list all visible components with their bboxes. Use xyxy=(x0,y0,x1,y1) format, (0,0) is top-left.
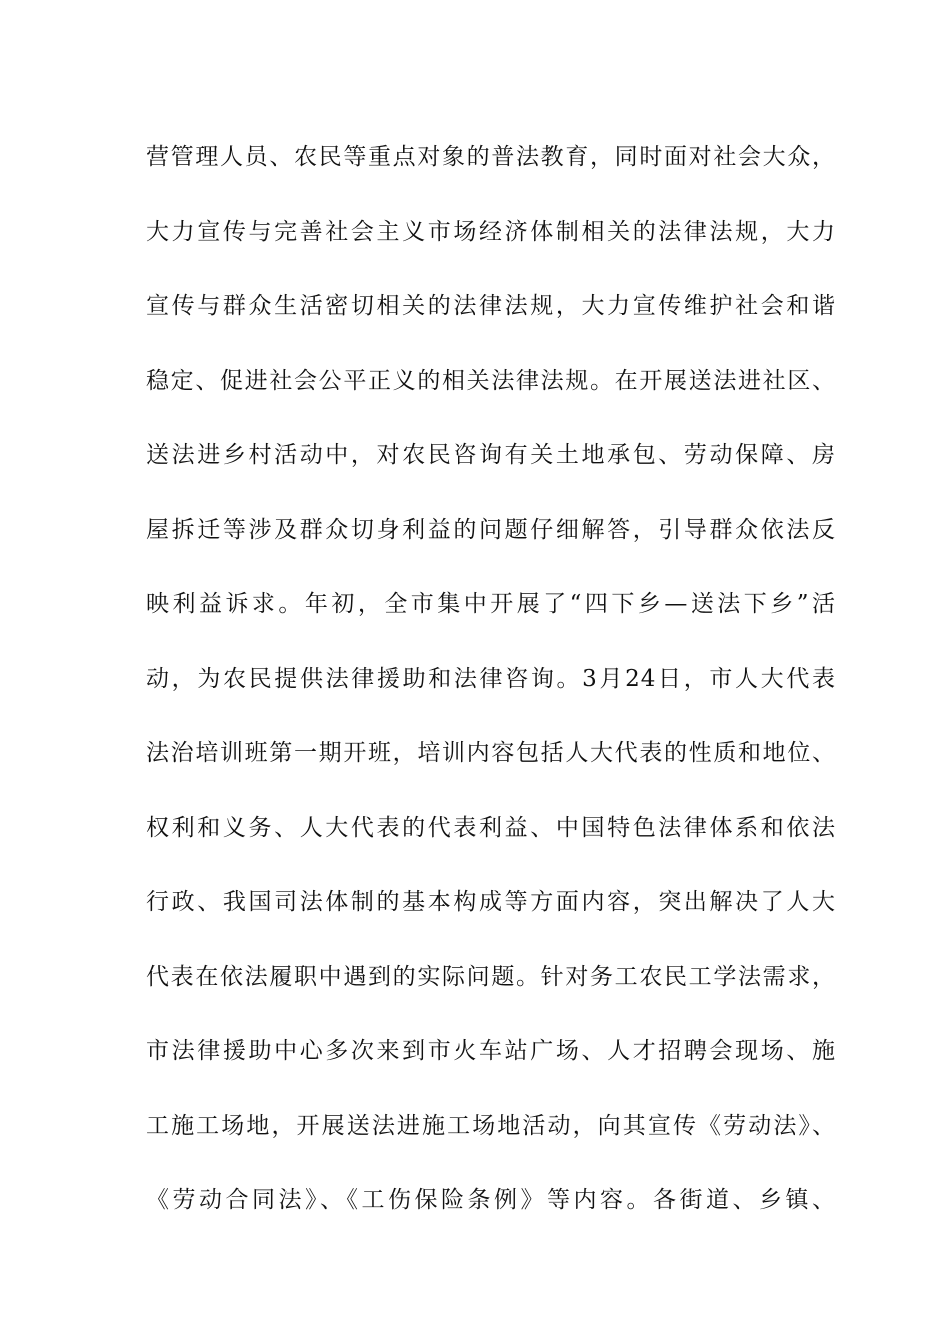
text-line: 法治培训班第一期开班，培训内容包括人大代表的性质和地位、 xyxy=(146,740,836,766)
text-line: 权利和义务、人大代表的代表利益、中国特色法律体系和依法 xyxy=(146,814,836,841)
text-line: 行政、我国司法体制的基本构成等方面内容，突出解决了人大 xyxy=(146,889,836,915)
text-line: 稳定、促进社会公平正义的相关法律法规。在开展送法进社区、 xyxy=(146,367,836,394)
text-line: 代表在依法履职中遇到的实际问题。针对务工农民工学法需求， xyxy=(146,963,836,990)
text-line: 宣传与群众生活密切相关的法律法规，大力宣传维护社会和谐 xyxy=(146,293,836,319)
text-line: 送法进乡村活动中，对农民咨询有关土地承包、劳动保障、房 xyxy=(146,442,836,468)
text-line: 工施工场地，开展送法进施工场地活动，向其宣传《劳动法》、 xyxy=(146,1112,836,1139)
text-line: 《劳动合同法》、《工伤保险条例》等内容。各街道、乡镇、 xyxy=(146,1187,836,1213)
text-line: 映利益诉求。年初，全市集中开展了“四下乡—送法下乡”活 xyxy=(146,591,836,617)
text-line: 大力宣传与完善社会主义市场经济体制相关的法律法规，大力 xyxy=(146,218,836,245)
text-line: 市法律援助中心多次来到市火车站广场、人才招聘会现场、施 xyxy=(146,1038,836,1064)
text-line: 屋拆迁等涉及群众切身利益的问题仔细解答，引导群众依法反 xyxy=(146,516,836,543)
text-line: 动，为农民提供法律援助和法律咨询。3月24日，市人大代表 xyxy=(146,665,836,692)
text-line: 营管理人员、农民等重点对象的普法教育，同时面对社会大众， xyxy=(146,144,836,170)
body-text xyxy=(146,132,836,1226)
